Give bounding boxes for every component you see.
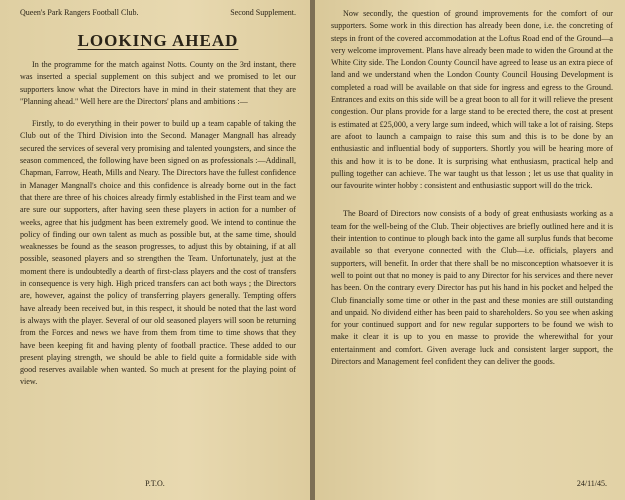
page-header xyxy=(20,8,296,17)
date-footer: 24/11/45. xyxy=(576,479,607,488)
page-title: LOOKING AHEAD xyxy=(77,31,239,50)
right-page xyxy=(315,0,625,500)
pto-footer: P.T.O. xyxy=(145,479,165,488)
club-name: Queen's Park Rangers Football Club. xyxy=(20,8,139,17)
left-page xyxy=(0,0,310,500)
team-paragraph: Firstly, to do everything in their power to build up a team capable of taking the Club out of the Third Division into the Second. Manager Mangnall has already secured the services of several very promising and talented youngsters, and since the season commenced, the following have been signed on as professionals :—Addinall, Chapman, Farrow, Heath, Mills and Neary. The Directors have the fullest confidence in Manager Mangnall's choice and this confidence is already borne out in the fact that there are three of his choices already firmly established in the First team and we are sure our supporters, after having seen these players in action for a number of weeks, agree that his judgment has been extremely good. We intend to continue the policy of finding our own talent as much as possible but, at the same time, should weaknesses be found as the season progresses, to adjust this by obtaining, if at all possible, seasoned players and so strengthen the Team. Unfortunately, just at the moment there is undoubtedly a dearth of first-class players and the cost of transfers in consequence is very high. High priced transfers can act both ways ; the Directors are, however, against the policy of transferring players generally. Tempting offers have already been received but, in this respect, it should be noted that the last word is always with the player. Several of our old seasoned players will soon be returning from the Forces and news we have from them from time to time shows that they have been keeping fit and having plenty of football practice. These added to our present playing strength, we should be able to field quite a formidable side with good reserves available when wanted. So much at present for the playing point of view. xyxy=(20,119,296,387)
directors-paragraph: The Board of Directors now consists of a body of great enthusiasts working as a team for the well-being of the Club. Their objectives are briefly outlined here and it is their intention to continue to plough back into the game all surplus funds that become available so that everyone connected with the Club—i.e. officials, players and supporters, will benefit. In order that there shall be no misconception whatsoever it is well to point out that no money is paid to any Director for his services and there never has been. On the contrary every Director has put his hand in his pocket and helped the Club financially some time or other in the past and these monies are still outstanding and unpaid. No dividend either has been paid to shareholders. So you see when asking for your continued support and for new regular supporters to be found we wish to make it clear it is up to you en masse to provide the wherewithal for your entertainment and comfort. Given average luck and consistent larger support, the Directors and Management feel confident they can deliver the goods. xyxy=(331,209,613,367)
supplement-label: Second Supplement. xyxy=(230,8,296,17)
intro-paragraph: In the programme for the match against Notts. County on the 3rd instant, there was inserted a special supplement on this subject and we promised to let our supporters know what the Directors have in mind in their statement that they are "Planning ahead." Well here are the Directors' plans and ambitions :— xyxy=(20,60,296,106)
ground-paragraph: Now secondly, the question of ground improvements for the comfort of our supporters. Some work in this direction has already been done, i.e. the concreting of steps in front of the covered accommodation at the Loftus Road end of the Ground—a very welcome improvement. Plans have already been made to widen the Ground at the White City side. The London County Council have agreed to lease us an extra piece of land and we understand when the London County Council Housing Development is completed a road will be available on that side for ingress and egress to the Ground. Entrances and exits on this side will be a great boon to all for it will relieve the present congestion. Our plans provide for a large stand to be erected there, the cost at present is estimated at £25,000, a very large sum indeed, which will take a lot of raising. Steps are afoot to launch a campaign to raise this sum and this is to be done by an enthusiastic and influential body of supporters. Shortly you will be hearing more of this and how it is to be done. It is surprising what enthusiasm, practical help and pulling together can achieve. The war taught us that lesson ; let us use that quality in our favourite winter hobby : consistent and enthusiastic support will do the trick. xyxy=(331,9,613,191)
